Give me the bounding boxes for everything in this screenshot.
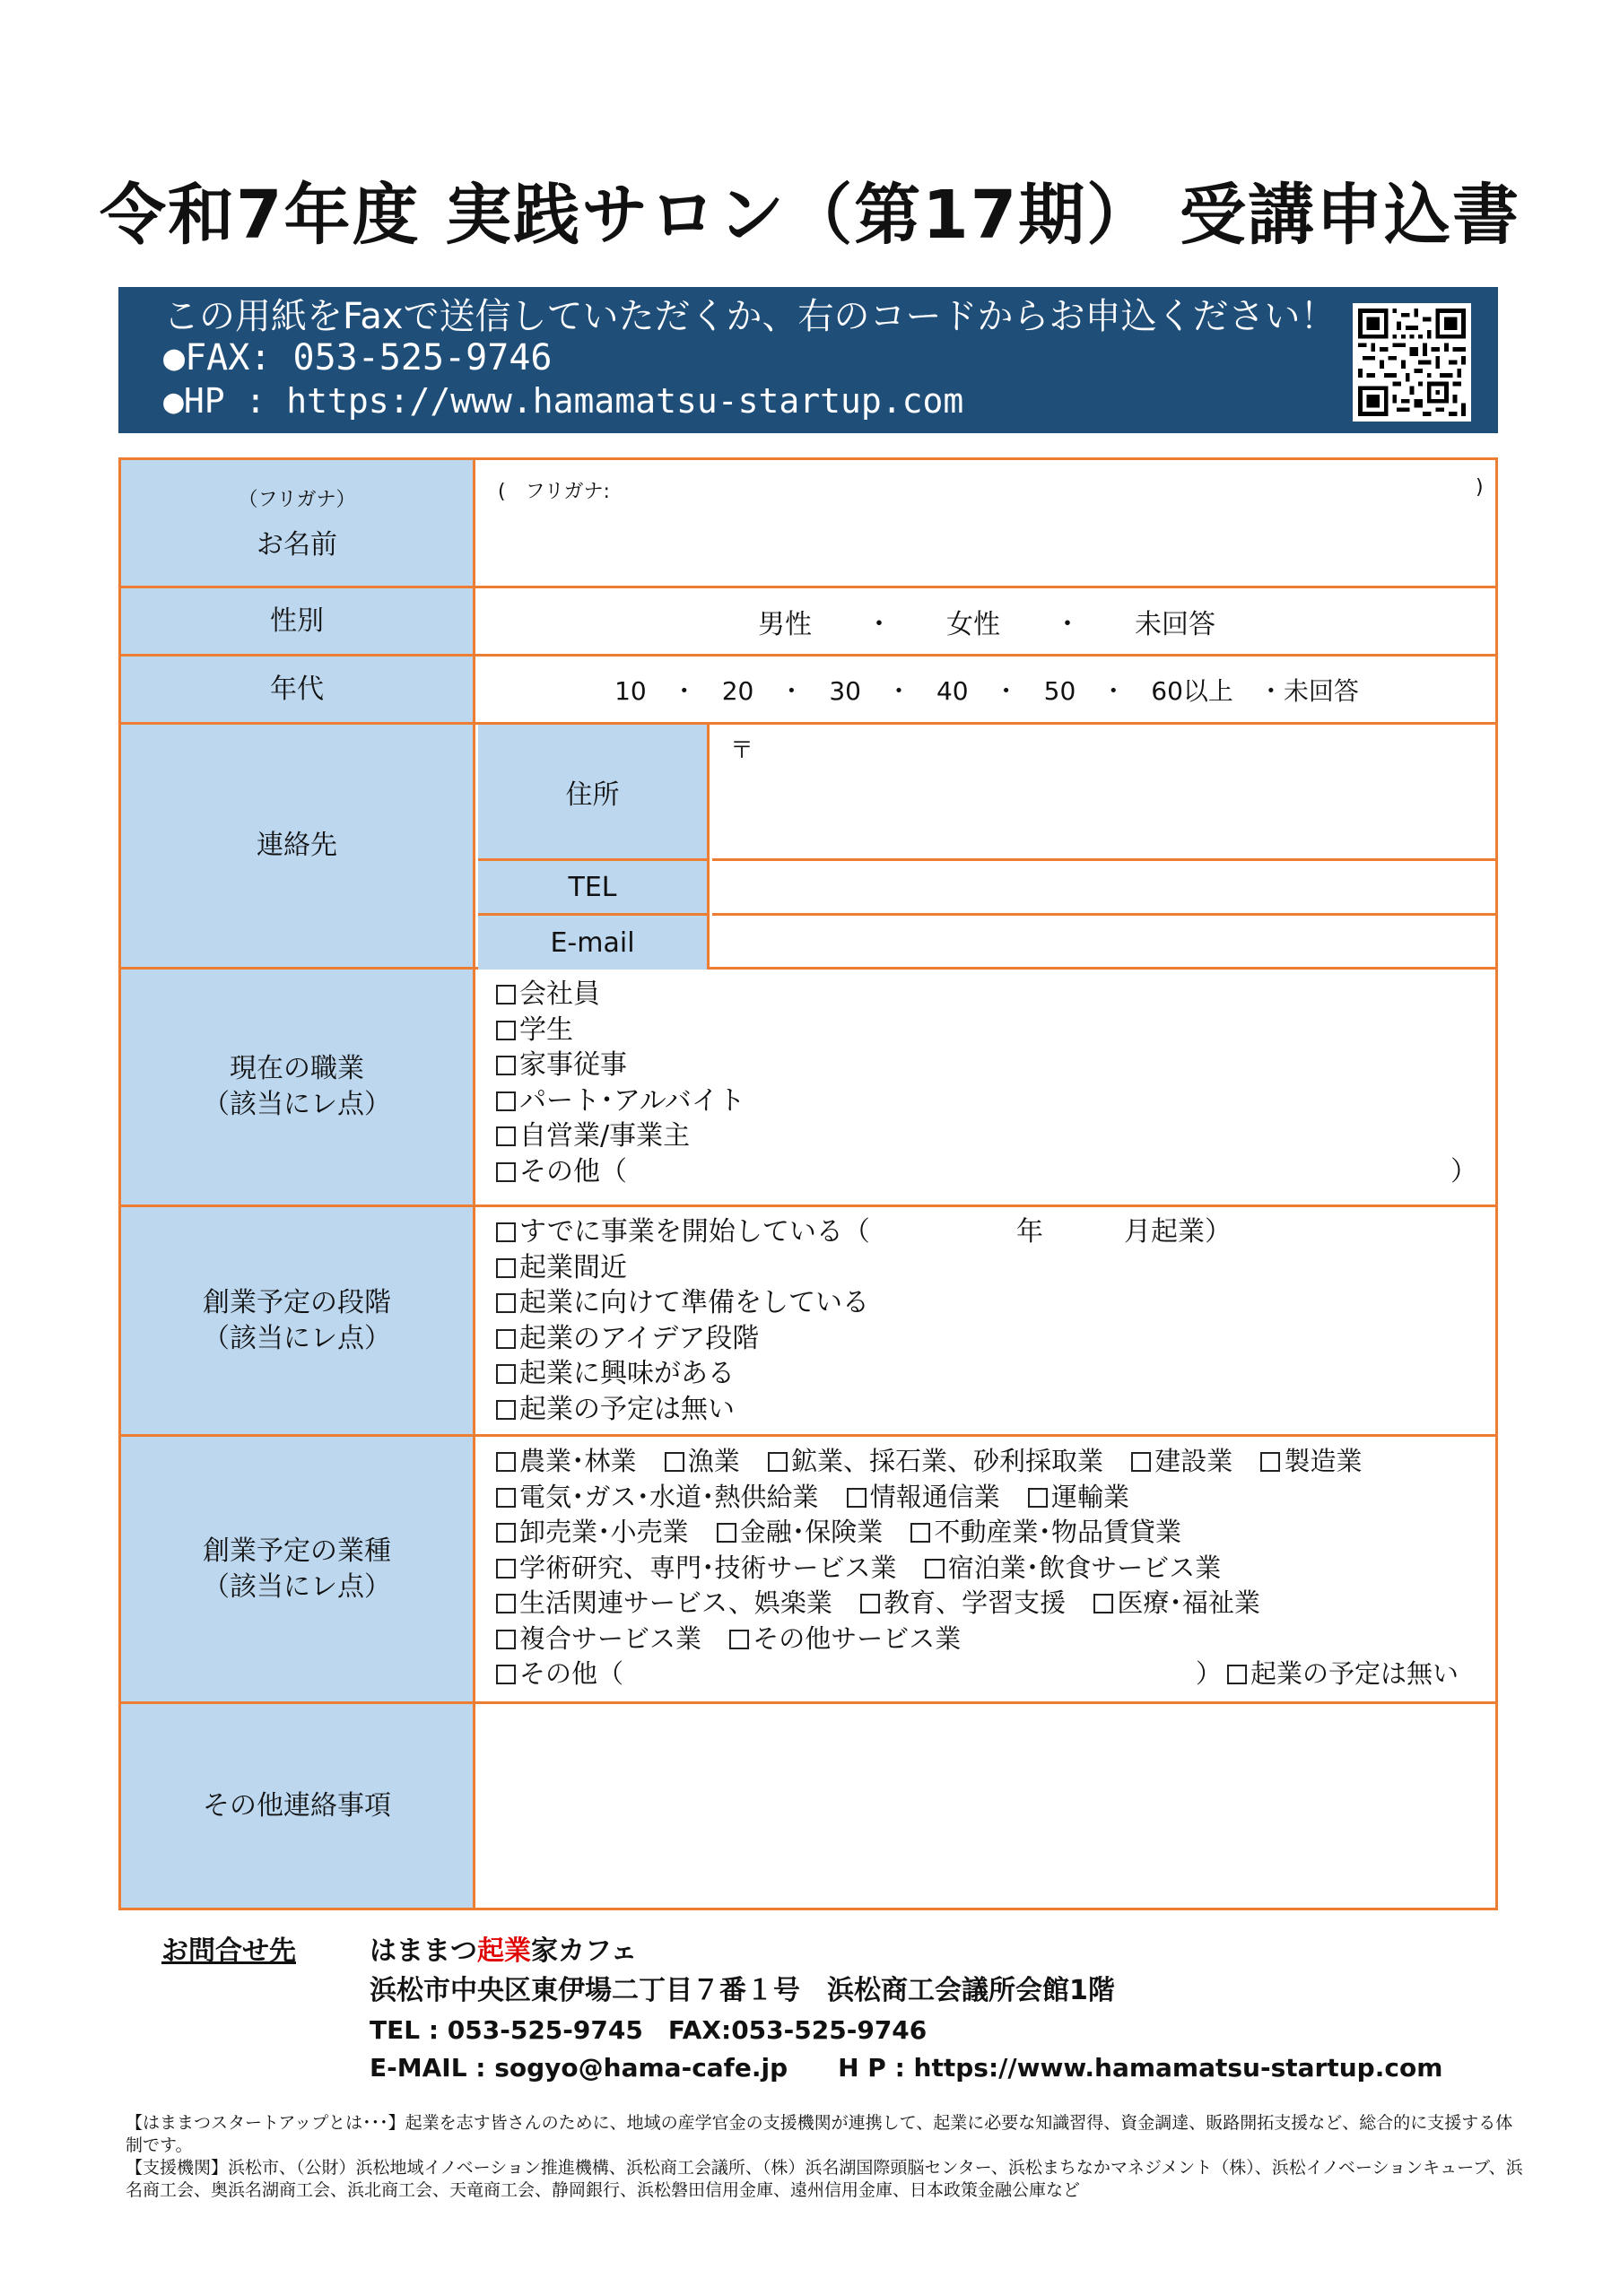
gender-label: 性別 bbox=[121, 588, 475, 654]
industry-option[interactable]: 宿泊業･飲食サービス業 bbox=[925, 1552, 1222, 1583]
age-options[interactable]: 10 ・ 20 ・ 30 ・ 40 ・ 50 ・ 60以上 ・未回答 bbox=[614, 675, 1359, 706]
email-field[interactable] bbox=[712, 916, 1495, 970]
qr-code-icon[interactable] bbox=[1353, 303, 1471, 422]
industry-other-close: ） bbox=[1196, 1658, 1223, 1689]
occupation-checklist bbox=[496, 977, 1477, 1189]
checkbox[interactable] bbox=[496, 985, 516, 1004]
name-row bbox=[121, 460, 1495, 588]
gender-options[interactable]: 男性 ・ 女性 ・ 未回答 bbox=[758, 608, 1215, 640]
contact-heading: お問合せ先 bbox=[161, 1935, 296, 1967]
industry-line bbox=[496, 1444, 1477, 1480]
industry-option[interactable]: その他サービス業 bbox=[729, 1623, 961, 1654]
checkbox[interactable] bbox=[496, 1523, 516, 1543]
industry-option[interactable]: 医療･福祉業 bbox=[1093, 1587, 1260, 1618]
checkbox[interactable] bbox=[496, 1021, 516, 1040]
stage-option[interactable]: 起業に向けて準備をしている bbox=[496, 1285, 1477, 1321]
footnote-supporters: 【支援機関】浜松市、（公財）浜松地域イノベーション推進機構、浜松商工会議所、（株）浜名湖国際頭脳センター、浜松まちなかマネジメント（株）、浜松イノベーションキューブ、浜名商工会、奥浜名湖商工会、浜北商工会、天竜商工会、静岡銀行、浜松磐田信用金庫、遠州信用金庫、日本政策金融公庫など bbox=[126, 2158, 1523, 2200]
checkbox[interactable] bbox=[496, 1258, 516, 1278]
occupation-other-close: ） bbox=[1450, 1155, 1477, 1187]
email-hp-text: E-MAIL : sogyo@hama-cafe.jp H P : https://www.hamamatsu-startup.com bbox=[370, 2053, 1443, 2083]
occupation-note: （該当にレ点） bbox=[203, 1089, 391, 1120]
industry-line bbox=[496, 1657, 1477, 1692]
checkbox[interactable] bbox=[665, 1452, 684, 1472]
tel-field[interactable] bbox=[712, 861, 1495, 916]
stage-option[interactable]: すでに事業を開始している（ 年 月起業） bbox=[496, 1214, 1477, 1250]
industry-option[interactable]: 鉱業、採石業、砂利採取業 bbox=[768, 1446, 1103, 1476]
checkbox[interactable] bbox=[847, 1488, 867, 1508]
tel-label: TEL bbox=[478, 861, 710, 916]
address-field[interactable] bbox=[712, 725, 1495, 861]
checkbox[interactable] bbox=[496, 1630, 516, 1649]
industry-option[interactable]: 漁業 bbox=[665, 1446, 740, 1476]
checkbox[interactable] bbox=[496, 1400, 516, 1420]
checkbox[interactable] bbox=[496, 1126, 516, 1146]
industry-option-none[interactable]: 起業の予定は無い bbox=[1227, 1657, 1459, 1692]
checkbox[interactable] bbox=[496, 1293, 516, 1313]
checkbox[interactable] bbox=[860, 1594, 880, 1613]
occupation-options bbox=[478, 970, 1495, 1205]
industry-option[interactable]: 金融･保険業 bbox=[717, 1517, 884, 1547]
checkbox[interactable] bbox=[496, 1222, 516, 1242]
contact-label: 連絡先 bbox=[121, 725, 475, 967]
checkbox[interactable] bbox=[496, 1594, 516, 1613]
notes-row bbox=[121, 1704, 1495, 1908]
contact-values bbox=[478, 725, 1495, 967]
industry-label-cell bbox=[121, 1437, 475, 1701]
organization-name: はままつ起業家カフェ bbox=[370, 1935, 638, 1967]
industry-line bbox=[496, 1622, 1477, 1657]
checkbox[interactable] bbox=[1227, 1665, 1247, 1684]
checkbox[interactable] bbox=[496, 1091, 516, 1111]
industry-option[interactable]: 教育、学習支援 bbox=[860, 1587, 1066, 1618]
checkbox[interactable] bbox=[496, 1056, 516, 1075]
age-label: 年代 bbox=[121, 657, 475, 722]
occupation-option-other[interactable]: その他（ ） bbox=[496, 1154, 1477, 1190]
notes-label: その他連絡事項 bbox=[121, 1704, 475, 1908]
footnote bbox=[126, 2112, 1525, 2202]
notes-field[interactable] bbox=[478, 1704, 1495, 1908]
checkbox[interactable] bbox=[496, 1665, 516, 1684]
name-field[interactable] bbox=[478, 460, 1495, 586]
industry-option[interactable]: 情報通信業 bbox=[847, 1482, 1000, 1512]
industry-row bbox=[121, 1437, 1495, 1704]
checkbox[interactable] bbox=[1028, 1488, 1048, 1508]
occupation-row bbox=[121, 970, 1495, 1207]
industry-label: 創業予定の業種 bbox=[203, 1535, 391, 1567]
industry-option-other[interactable]: その他（ bbox=[496, 1658, 623, 1689]
industry-option[interactable]: 学術研究、専門･技術サービス業 bbox=[496, 1552, 897, 1583]
instruction-banner bbox=[118, 287, 1498, 433]
industry-option[interactable]: 卸売業･小売業 bbox=[496, 1517, 689, 1547]
furigana-label: （フリガナ） bbox=[238, 489, 356, 511]
checkbox[interactable] bbox=[496, 1364, 516, 1384]
page-title: 令和7年度 実践サロン（第17期） 受講申込書 bbox=[100, 177, 1520, 254]
industry-checklist bbox=[496, 1444, 1477, 1692]
industry-note: （該当にレ点） bbox=[203, 1570, 391, 1603]
industry-line bbox=[496, 1551, 1477, 1587]
postal-mark: 〒 bbox=[730, 737, 754, 764]
checkbox[interactable] bbox=[1260, 1452, 1280, 1472]
industry-options bbox=[478, 1437, 1495, 1701]
checkbox[interactable] bbox=[496, 1329, 516, 1349]
contact-row bbox=[121, 725, 1495, 970]
application-form bbox=[118, 457, 1498, 1910]
industry-option[interactable]: 農業･林業 bbox=[496, 1446, 637, 1476]
checkbox[interactable] bbox=[1131, 1452, 1151, 1472]
stage-year: 年 bbox=[1016, 1216, 1043, 1248]
footnote-about: 【はままつスタートアップとは･･･】起業を志す皆さんのために、地域の産学官金の支援機関が連携して、起業に必要な知識習得、資金調達、販路開拓支援など、総合的に支援する体制です。 bbox=[126, 2113, 1513, 2155]
stage-row bbox=[121, 1207, 1495, 1437]
name-label-cell bbox=[121, 460, 475, 586]
furigana-close: ) bbox=[1476, 476, 1484, 499]
name-label: お名前 bbox=[257, 529, 337, 561]
occupation-option[interactable]: 家事従事 bbox=[496, 1048, 1477, 1083]
tel-fax-text: TEL : 053-525-9745 FAX:053-525-9746 bbox=[370, 2015, 928, 2045]
banner-fax: ●FAX: 053-525-9746 bbox=[163, 337, 553, 378]
banner-hp[interactable]: ●HP : https://www.hamamatsu-startup.com bbox=[163, 381, 964, 421]
occupation-option[interactable]: パート･アルバイト bbox=[496, 1083, 1477, 1119]
stage-options bbox=[478, 1207, 1495, 1434]
occupation-label: 現在の職業 bbox=[230, 1053, 364, 1084]
checkbox[interactable] bbox=[1093, 1594, 1113, 1613]
industry-option[interactable]: 建設業 bbox=[1131, 1446, 1232, 1476]
checkbox[interactable] bbox=[729, 1630, 749, 1649]
industry-option[interactable]: 生活関連サービス、娯楽業 bbox=[496, 1587, 832, 1618]
industry-line bbox=[496, 1586, 1477, 1622]
checkbox[interactable] bbox=[925, 1559, 945, 1578]
industry-option[interactable]: 製造業 bbox=[1260, 1446, 1362, 1476]
address-label: 住所 bbox=[478, 725, 710, 861]
stage-option[interactable]: 起業に興味がある bbox=[496, 1356, 1477, 1392]
stage-label-cell bbox=[121, 1207, 475, 1434]
stage-option[interactable]: 起業間近 bbox=[496, 1250, 1477, 1286]
age-row bbox=[121, 657, 1495, 725]
address-text: 浜松市中央区東伊場二丁目７番１号 浜松商工会議所会館1階 bbox=[370, 1975, 1115, 2006]
industry-line bbox=[496, 1515, 1477, 1551]
industry-option[interactable]: 運輸業 bbox=[1028, 1482, 1129, 1512]
checkbox[interactable] bbox=[910, 1523, 930, 1543]
checkbox[interactable] bbox=[496, 1488, 516, 1508]
checkbox[interactable] bbox=[768, 1452, 788, 1472]
occupation-option[interactable]: 自営業/事業主 bbox=[496, 1118, 1477, 1154]
industry-line bbox=[496, 1480, 1477, 1516]
stage-checklist bbox=[496, 1214, 1477, 1427]
banner-instruction: この用紙をFaxで送信していただくか、右のコードからお申込ください！ bbox=[163, 296, 1337, 337]
stage-note: （該当にレ点） bbox=[203, 1322, 391, 1354]
stage-option[interactable]: 起業の予定は無い bbox=[496, 1392, 1477, 1428]
industry-option[interactable]: 不動産業･物品賃貸業 bbox=[910, 1517, 1181, 1547]
occupation-option[interactable]: 学生 bbox=[496, 1013, 1477, 1048]
stage-label: 創業予定の段階 bbox=[203, 1286, 391, 1318]
stage-option[interactable]: 起業のアイデア段階 bbox=[496, 1321, 1477, 1357]
occupation-label-cell bbox=[121, 970, 475, 1205]
furigana-prompt: ( フリガナ: bbox=[498, 481, 610, 503]
checkbox[interactable] bbox=[717, 1523, 736, 1543]
industry-option[interactable]: 電気･ガス･水道･熱供給業 bbox=[496, 1482, 819, 1512]
email-label: E-mail bbox=[478, 916, 710, 970]
stage-month: 月起業） bbox=[1124, 1216, 1232, 1248]
checkbox[interactable] bbox=[496, 1452, 516, 1472]
industry-option[interactable]: 複合サービス業 bbox=[496, 1623, 701, 1654]
occupation-option[interactable]: 会社員 bbox=[496, 977, 1477, 1013]
checkbox[interactable] bbox=[496, 1559, 516, 1578]
checkbox[interactable] bbox=[496, 1162, 516, 1182]
gender-row bbox=[121, 588, 1495, 657]
